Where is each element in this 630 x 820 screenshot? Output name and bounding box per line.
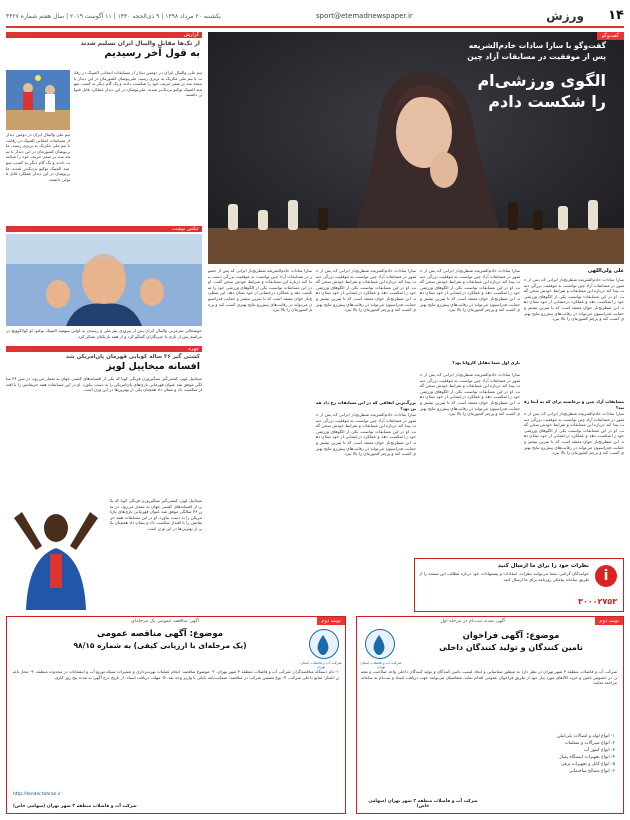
main-story-col-1 bbox=[524, 268, 624, 558]
coach-caption: خوشحالی سرمربی والیبال ایران پس از پیروزی تیم ملی و رسیدن به اولین سهمیه المپیک توکیو؛ او کولاکوویچ در مراسم پس از بازی با خبرنگاران گفتگو کرد و از همه بازیکنان تشکر کرد. bbox=[6, 328, 202, 339]
main-body-col2: سارا سادات خادم‌الشریعه شطرنج‌باز ایرانی که پس از حضور در مسابقات آزاد چین توانست به موفقیت بزرگی دست پیدا کند درباره این مسابقات و شرایط خودش سخن گفت. او در این مسابقات توانست یکی از الگوهای ورزشی خود را شکست دهد و عملکرد درخشانی از خود نشان دهد. این شطرنج‌باز جوان معتقد است که با تمرین بیشتر و حمایت فدراسیون می‌تواند در رقابت‌های پیش‌رو نتایج بهتری کسب کند و پرچم کشورمان را بالا ببرد. bbox=[420, 268, 520, 313]
main-photo bbox=[208, 32, 624, 264]
ad-right-title: موضوع: آگهی فراخوان bbox=[462, 631, 560, 641]
coach-illustration bbox=[6, 234, 202, 326]
chess-player-illustration bbox=[208, 32, 624, 264]
ad-right-top-line: آگهی تمدید ثبت‌نام در مرحله اول bbox=[440, 619, 506, 624]
coach-tag: عکس نوشت bbox=[6, 226, 202, 232]
ad-right-item: ۴- انواع تجهیزات ایستگاه پمپاژ bbox=[559, 755, 615, 760]
ad-right-item: ۲- انواع شیرآلات و متعلقات bbox=[564, 741, 615, 746]
ad-left-top-line: آگهی مناقصه عمومی یک مرحله‌ای bbox=[130, 619, 200, 624]
ad-right-body: شرکت آب و فاضلاب منطقه ۳ شهر تهران در نظر دارد به منظور شناسایی و ایجاد لیست تامین کنندگان و تولید کنندگان داخلی واجد صلاحیت و معتبر، در خصوص تامین و خرید کالاهای مورد نیاز خود از طریق فراخوان عمومی اقدام نماید. متقاضیان می‌توانند جهت دریافت اسناد و ثبت‌نام به سامانه مراجعه نمایند. bbox=[361, 669, 617, 686]
q2-text: بازی اول شما مقابل کاروانا بود؟ bbox=[452, 360, 520, 365]
coach-photo bbox=[6, 234, 202, 326]
main-headline-line2: را شکست دادم bbox=[488, 92, 606, 111]
main-kicker bbox=[386, 40, 606, 62]
q3-text: بزرگ‌ترین اتفاقی که در این مسابقات رخ داد همین بود؟ bbox=[316, 400, 416, 411]
volleyball-body-2: تیم ملی والیبال ایران در دومین دیدار از مسابقات انتخابی المپیک در رقابت با تیم ملی مکزیک به برتری رسید. ملی‌پوشان کشورمان در این دیدار با نتیجه سه بر صفر حریف خود را شکست دادند و یک گام دیگر به کسب سهمیه المپیک توکیو نزدیک‌تر شدند. ملی‌پوشان در این دیدار عملکرد قابل قبولی داشتند. bbox=[6, 132, 70, 182]
ad-left-footer: شرکت آب و فاضلاب منطقه ۳ شهر تهران (سهامی خاص) bbox=[13, 804, 137, 809]
main-headline bbox=[376, 70, 606, 112]
ad-left-subtitle: (یک مرحله‌ای با ارزیابی کیفی) به شماره ۹۸/۱۵ bbox=[73, 641, 247, 650]
wrestling-title-line2: افسانه‌ میخاییل لوپز bbox=[106, 361, 200, 372]
wrestling-title-line1: کشتی گیر ۳۶ ساله کوبایی قهرمان پان‌امریکن شد bbox=[65, 354, 200, 360]
main-body-col2b: سارا سادات خادم‌الشریعه شطرنج‌باز ایرانی که پس از حضور در مسابقات آزاد چین توانست به موفقیت بزرگی دست پیدا کند درباره این مسابقات و شرایط خودش سخن گفت. او در این مسابقات توانست یکی از الگوهای ورزشی خود را شکست دهد و عملکرد درخشانی از خود نشان دهد. این شطرنج‌باز جوان معتقد است که با تمرین بیشتر و حمایت فدراسیون می‌تواند در رقابت‌های پیش‌رو نتایج بهتری کسب کند و پرچم کشورمان را بالا ببرد. bbox=[420, 372, 520, 417]
ad-right-corner: نوبت دوم bbox=[595, 617, 623, 625]
ad-left bbox=[6, 616, 346, 814]
ad-left-logo bbox=[309, 629, 339, 659]
date-line: یکشنبه ۲۰ مرداد ۱۳۹۸ | ۹ ذی‌الحجه ۱۴۴۰ | ۱۱ آگوست ۲۰۱۹ | سال هفتم شماره ۴۴۲۷ bbox=[6, 13, 221, 20]
info-icon: i bbox=[595, 565, 617, 587]
ad-right-item: ۶- انواع مصالح ساختمانی bbox=[568, 769, 615, 774]
volleyball-body: تیم ملی والیبال ایران در دومین دیدار از مسابقات انتخابی المپیک در رقابت با تیم ملی مکزیک به برتری رسید. ملی‌پوشان کشورمان در این دیدار با نتیجه سه بر صفر حریف خود را شکست دادند و یک گام دیگر به کسب سهمیه المپیک توکیو نزدیک‌تر شدند. ملی‌پوشان در این دیدار عملکرد قابل قبولی داشتند. bbox=[74, 70, 202, 98]
ad-left-title: موضوع: آگهی مناقصه عمومی bbox=[96, 629, 223, 639]
byline: علی ولی‌اللهی bbox=[587, 268, 624, 274]
wrestling-body: میخاییل لوپز، کشتی‌گیر سنگین‌وزن فرنگی کوبا که یکی از افسانه‌های کشتی جهان به شمار می‌رود، در سن ۳۶ سالگی موفق شد عنوان قهرمانی بازی‌های پان‌امریکن را به دست بیاورد. او در این مسابقات همه حریفانش را با اقتدار شکست داد و نشان داد همچنان یکی از بهترین‌ها در این وزن است. bbox=[6, 376, 202, 393]
ad-right-org: شرکت آب و فاضلاب استان تهران bbox=[360, 661, 402, 669]
volleyball-tag: گزارش bbox=[6, 32, 202, 38]
ad-left-corner: نوبت دوم bbox=[317, 617, 345, 625]
main-body-col1: سارا سادات خادم‌الشریعه شطرنج‌باز ایرانی که پس از حضور در مسابقات آزاد چین توانست به موفقیت بزرگی دست پیدا کند درباره این مسابقات و شرایط خودش سخن گفت. او در این مسابقات توانست یکی از الگوهای ورزشی خود را شکست دهد و عملکرد درخشانی از خود نشان دهد. این شطرنج‌باز جوان معتقد است که با تمرین بیشتر و حمایت فدراسیون می‌تواند در رقابت‌های پیش‌رو نتایج بهتری کسب کند و پرچم کشورمان را بالا ببرد. bbox=[524, 277, 624, 322]
main-body-col3b: سارا سادات خادم‌الشریعه شطرنج‌باز ایرانی که پس از حضور در مسابقات آزاد چین توانست به موفقیت بزرگی دست پیدا کند درباره این مسابقات و شرایط خودش سخن گفت. او در این مسابقات توانست یکی از الگوهای ورزشی خود را شکست دهد و عملکرد درخشانی از خود نشان دهد. این شطرنج‌باز جوان معتقد است که با تمرین بیشتر و حمایت فدراسیون می‌تواند در رقابت‌های پیش‌رو نتایج بهتری کسب کند و پرچم کشورمان را بالا ببرد. bbox=[316, 412, 416, 457]
notice-number: ۳۰۰۰۲۷۵۳ bbox=[577, 597, 617, 606]
wrestler-photo bbox=[6, 498, 106, 610]
main-body-col3: سارا سادات خادم‌الشریعه شطرنج‌باز ایرانی که پس از حضور در مسابقات آزاد چین توانست به موفقیت بزرگی دست پیدا کند درباره این مسابقات و شرایط خودش سخن گفت. او در این مسابقات توانست یکی از الگوهای ورزشی خود را شکست دهد و عملکرد درخشانی از خود نشان دهد. این شطرنج‌باز جوان معتقد است که با تمرین بیشتر و حمایت فدراسیون می‌تواند در رقابت‌های پیش‌رو نتایج بهتری کسب کند و پرچم کشورمان را بالا ببرد. bbox=[316, 268, 416, 313]
page-header bbox=[6, 8, 624, 28]
ad-left-link[interactable]: http://tender.tehran.ir bbox=[13, 792, 61, 797]
q1-text: مسابقات آزاد چین و برخاسته برای که به آنجا رفتید؟ bbox=[524, 399, 624, 410]
ad-right bbox=[356, 616, 624, 814]
notice-title: نظرات خود را برای ما ارسال کنید bbox=[497, 563, 589, 569]
notice-body: خوانندگان گرامی، شما می‌توانید نظرات، انتقادات و پیشنهادات خود درباره مطالب این صفحه را از طریق سامانه پیامکی روزنامه برای ما ارسال کنید. bbox=[419, 571, 589, 582]
ad-left-org: شرکت آب و فاضلاب استان تهران bbox=[300, 661, 342, 669]
section-title: ورزش bbox=[546, 9, 584, 23]
main-story-col-2 bbox=[420, 268, 520, 558]
wrestling-tag: چهره bbox=[6, 346, 202, 352]
wrestling-story bbox=[6, 346, 202, 612]
wrestler-illustration bbox=[6, 498, 106, 610]
ad-right-item: ۵- انواع کابل و تجهیزات برقی bbox=[560, 762, 615, 767]
volleyball-title-line2: به قول آخر رسیدیم bbox=[104, 48, 200, 59]
main-kicker-line1: گفت‌وگو با سارا سادات خادم‌الشریعه bbox=[468, 41, 606, 50]
main-story-col-4 bbox=[208, 268, 312, 558]
section-email[interactable]: sport@etemadnewspaper.ir bbox=[316, 12, 413, 20]
main-story-tag: گفت‌وگو bbox=[597, 32, 624, 40]
volleyball-title-line1: از تک‌ها مقابل والیبال ایران تسلیم شدند bbox=[80, 40, 200, 47]
volleyball-illustration bbox=[6, 70, 70, 130]
main-story-col-3 bbox=[316, 268, 416, 558]
ad-right-logo bbox=[365, 629, 395, 659]
coach-story bbox=[6, 226, 202, 344]
ad-left-body: ۱- نام دستگاه مناقصه‌گزار: شرکت آب و فاضلاب منطقه ۳ شهر تهران. ۲- موضوع مناقصه: انجام عملیات بهره‌برداری و تعمیرات شبکه توزیع آب و انشعابات در محدوده منطقه. ۳- محل تامین اعتبار: منابع داخلی شرکت. ۴- نوع تضمین شرکت در مناقصه: ضمانت‌نامه بانکی یا واریز وجه نقد. ۵- مهلت دریافت اسناد: از تاریخ درج آگهی به مدت پنج روز کاری. bbox=[13, 669, 339, 680]
main-body-col1b: سارا سادات خادم‌الشریعه شطرنج‌باز ایرانی که پس از حضور در مسابقات آزاد چین توانست به موفقیت بزرگی دست پیدا کند درباره این مسابقات و شرایط خودش سخن گفت. او در این مسابقات توانست یکی از الگوهای ورزشی خود را شکست دهد و عملکرد درخشانی از خود نشان دهد. این شطرنج‌باز جوان معتقد است که با تمرین بیشتر و حمایت فدراسیون می‌تواند در رقابت‌های پیش‌رو نتایج بهتری کسب کند و پرچم کشورمان را بالا ببرد. bbox=[524, 411, 624, 456]
ad-right-footer: شرکت آب و فاضلاب منطقه ۳ شهر تهران (سهامی خاص) bbox=[368, 799, 478, 809]
water-drop-icon bbox=[308, 630, 338, 660]
volleyball-photo bbox=[6, 70, 70, 130]
ad-right-items bbox=[475, 733, 615, 775]
main-body-col4: سارا سادات خادم‌الشریعه شطرنج‌باز ایرانی که پس از حضور در مسابقات آزاد چین توانست به موفقیت بزرگی دست پیدا کند درباره این مسابقات و شرایط خودش سخن گفت. او در این مسابقات توانست یکی از الگوهای ورزشی خود را شکست دهد و عملکرد درخشانی از خود نشان دهد. این شطرنج‌باز جوان معتقد است که با تمرین بیشتر و حمایت فدراسیون می‌تواند در رقابت‌های پیش‌رو نتایج بهتری کسب کند و پرچم کشورمان را بالا ببرد. bbox=[208, 268, 312, 313]
main-headline-line1: الگوی ورزشی‌ام bbox=[477, 71, 606, 90]
page-number: ۱۴ bbox=[608, 8, 624, 23]
water-drop-icon bbox=[364, 630, 394, 660]
wrestling-body-2: میخاییل لوپز، کشتی‌گیر سنگین‌وزن فرنگی کوبا که یکی از افسانه‌های کشتی جهان به شمار می‌رود، در سن ۳۶ سالگی موفق شد عنوان قهرمانی بازی‌های پان‌امریکن را به دست بیاورد. او در این مسابقات همه حریفانش را با اقتدار شکست داد و نشان داد همچنان یکی از بهترین‌ها در این وزن است. bbox=[110, 498, 202, 531]
volleyball-story bbox=[6, 32, 202, 222]
ad-right-item: ۱- انواع لوله و اتصالات پلی‌اتیلن bbox=[556, 734, 615, 739]
ad-right-item: ۳- انواع کنتور آب bbox=[583, 748, 615, 753]
ad-right-subtitle: تامین کنندگان و تولید کنندگان داخلی bbox=[439, 643, 583, 652]
main-kicker-line2: پس از موفقیت در مسابقات آزاد چین bbox=[467, 52, 606, 61]
sms-notice bbox=[414, 558, 624, 612]
